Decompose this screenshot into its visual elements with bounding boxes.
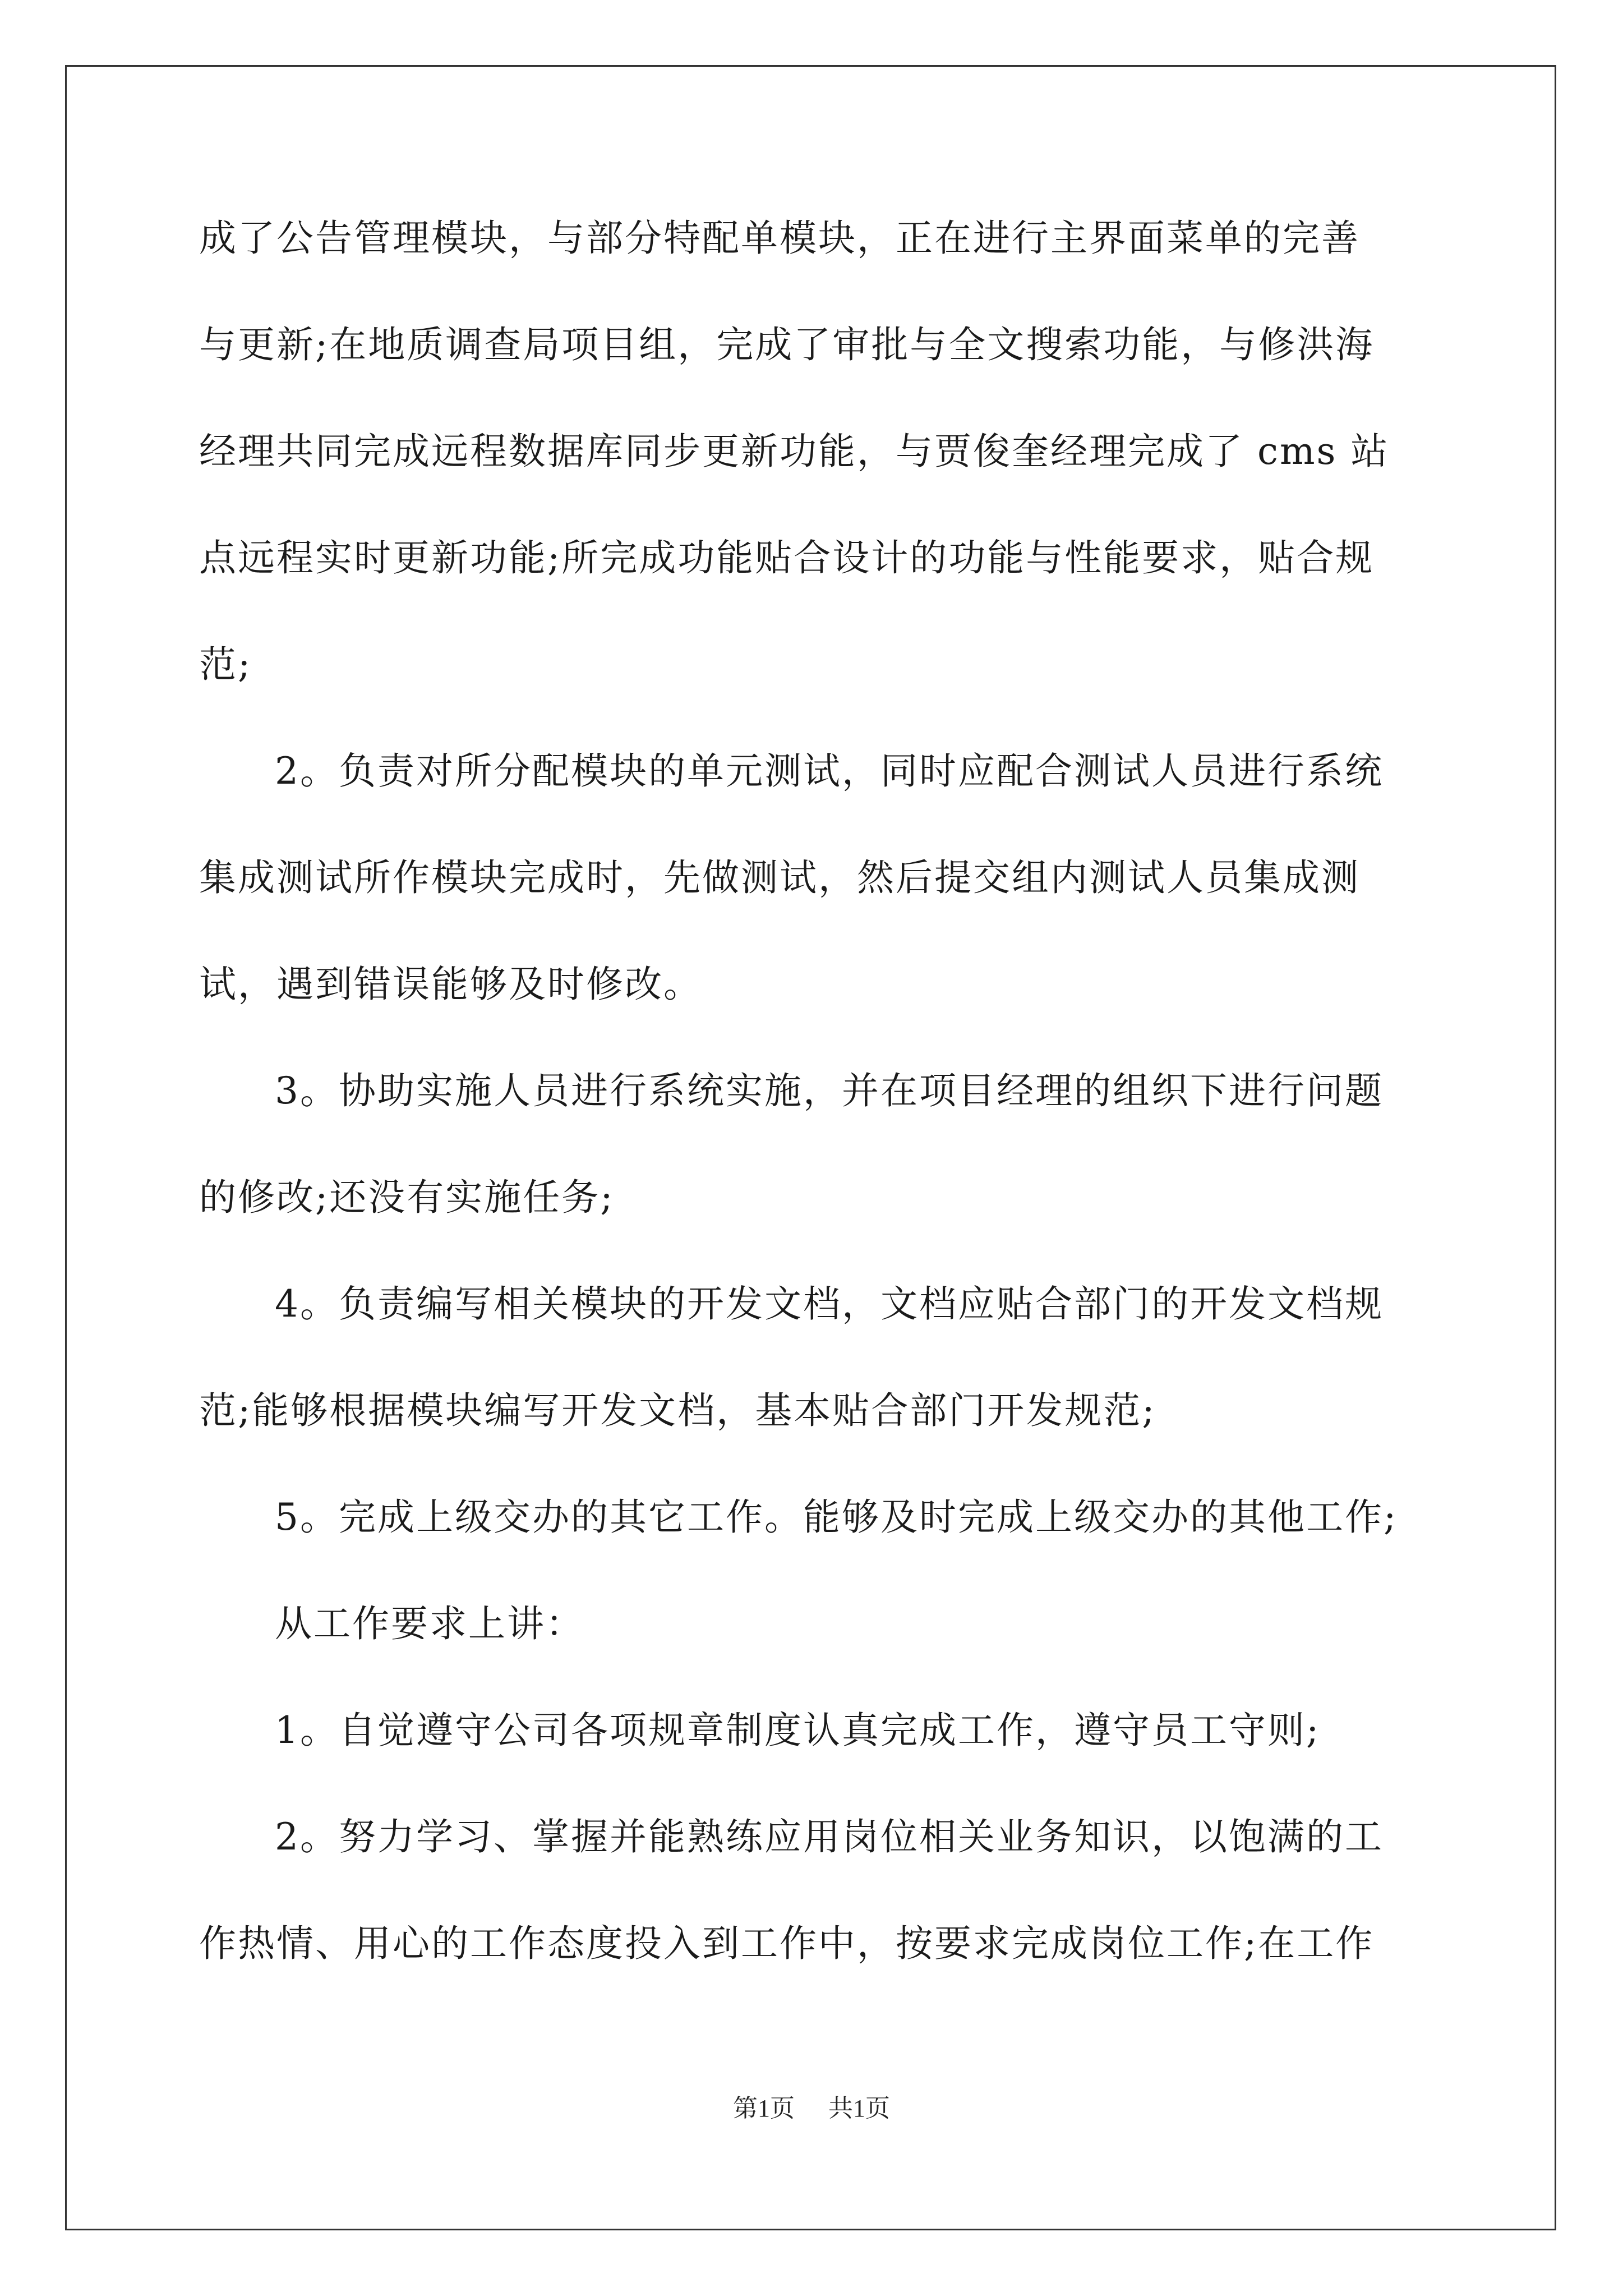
text-line: 2。努力学习、掌握并能熟练应用岗位相关业务知识，以饱满的工 — [275, 1815, 1384, 1858]
page-footer — [0, 2088, 1623, 2124]
text-line: 4。负责编写相关模块的开发文档，文档应贴合部门的开发文档规 — [275, 1282, 1384, 1326]
page-total: 共1页 — [828, 2095, 890, 2122]
text-line: 试，遇到错误能够及时修改。 — [199, 963, 702, 1006]
text-line: 2。负责对所分配模块的单元测试，同时应配合测试人员进行系统 — [275, 749, 1384, 793]
text-line: 范; — [199, 643, 252, 686]
text-line: 1。自觉遵守公司各项规章制度认真完成工作，遵守员工守则; — [275, 1709, 1321, 1752]
text-line: 集成测试所作模块完成时，先做测试，然后提交组内测试人员集成测 — [199, 856, 1360, 899]
document-body — [199, 209, 1433, 2021]
text-line: 点远程实时更新功能;所完成功能贴合设计的功能与性能要求，贴合规 — [199, 536, 1375, 579]
text-line: 5。完成上级交办的其它工作。能够及时完成上级交办的其他工作; — [275, 1496, 1398, 1539]
text-line: 经理共同完成远程数据库同步更新功能，与贾俊奎经理完成了 cms 站 — [199, 430, 1390, 473]
text-line: 的修改;还没有实施任务; — [199, 1176, 615, 1219]
page-number: 第1页 — [733, 2095, 795, 2122]
text-line: 成了公告管理模块，与部分特配单模块，正在进行主界面菜单的完善 — [199, 217, 1360, 260]
text-line: 作热情、用心的工作态度投入到工作中，按要求完成岗位工作;在工作 — [199, 1922, 1375, 1965]
text-line: 范;能够根据模块编写开发文档，基本贴合部门开发规范; — [199, 1389, 1156, 1432]
text-line: 从工作要求上讲： — [275, 1602, 584, 1645]
text-line: 3。协助实施人员进行系统实施，并在项目经理的组织下进行问题 — [275, 1069, 1384, 1112]
text-line: 与更新;在地质调查局项目组，完成了审批与全文搜索功能，与修洪海 — [199, 323, 1375, 366]
